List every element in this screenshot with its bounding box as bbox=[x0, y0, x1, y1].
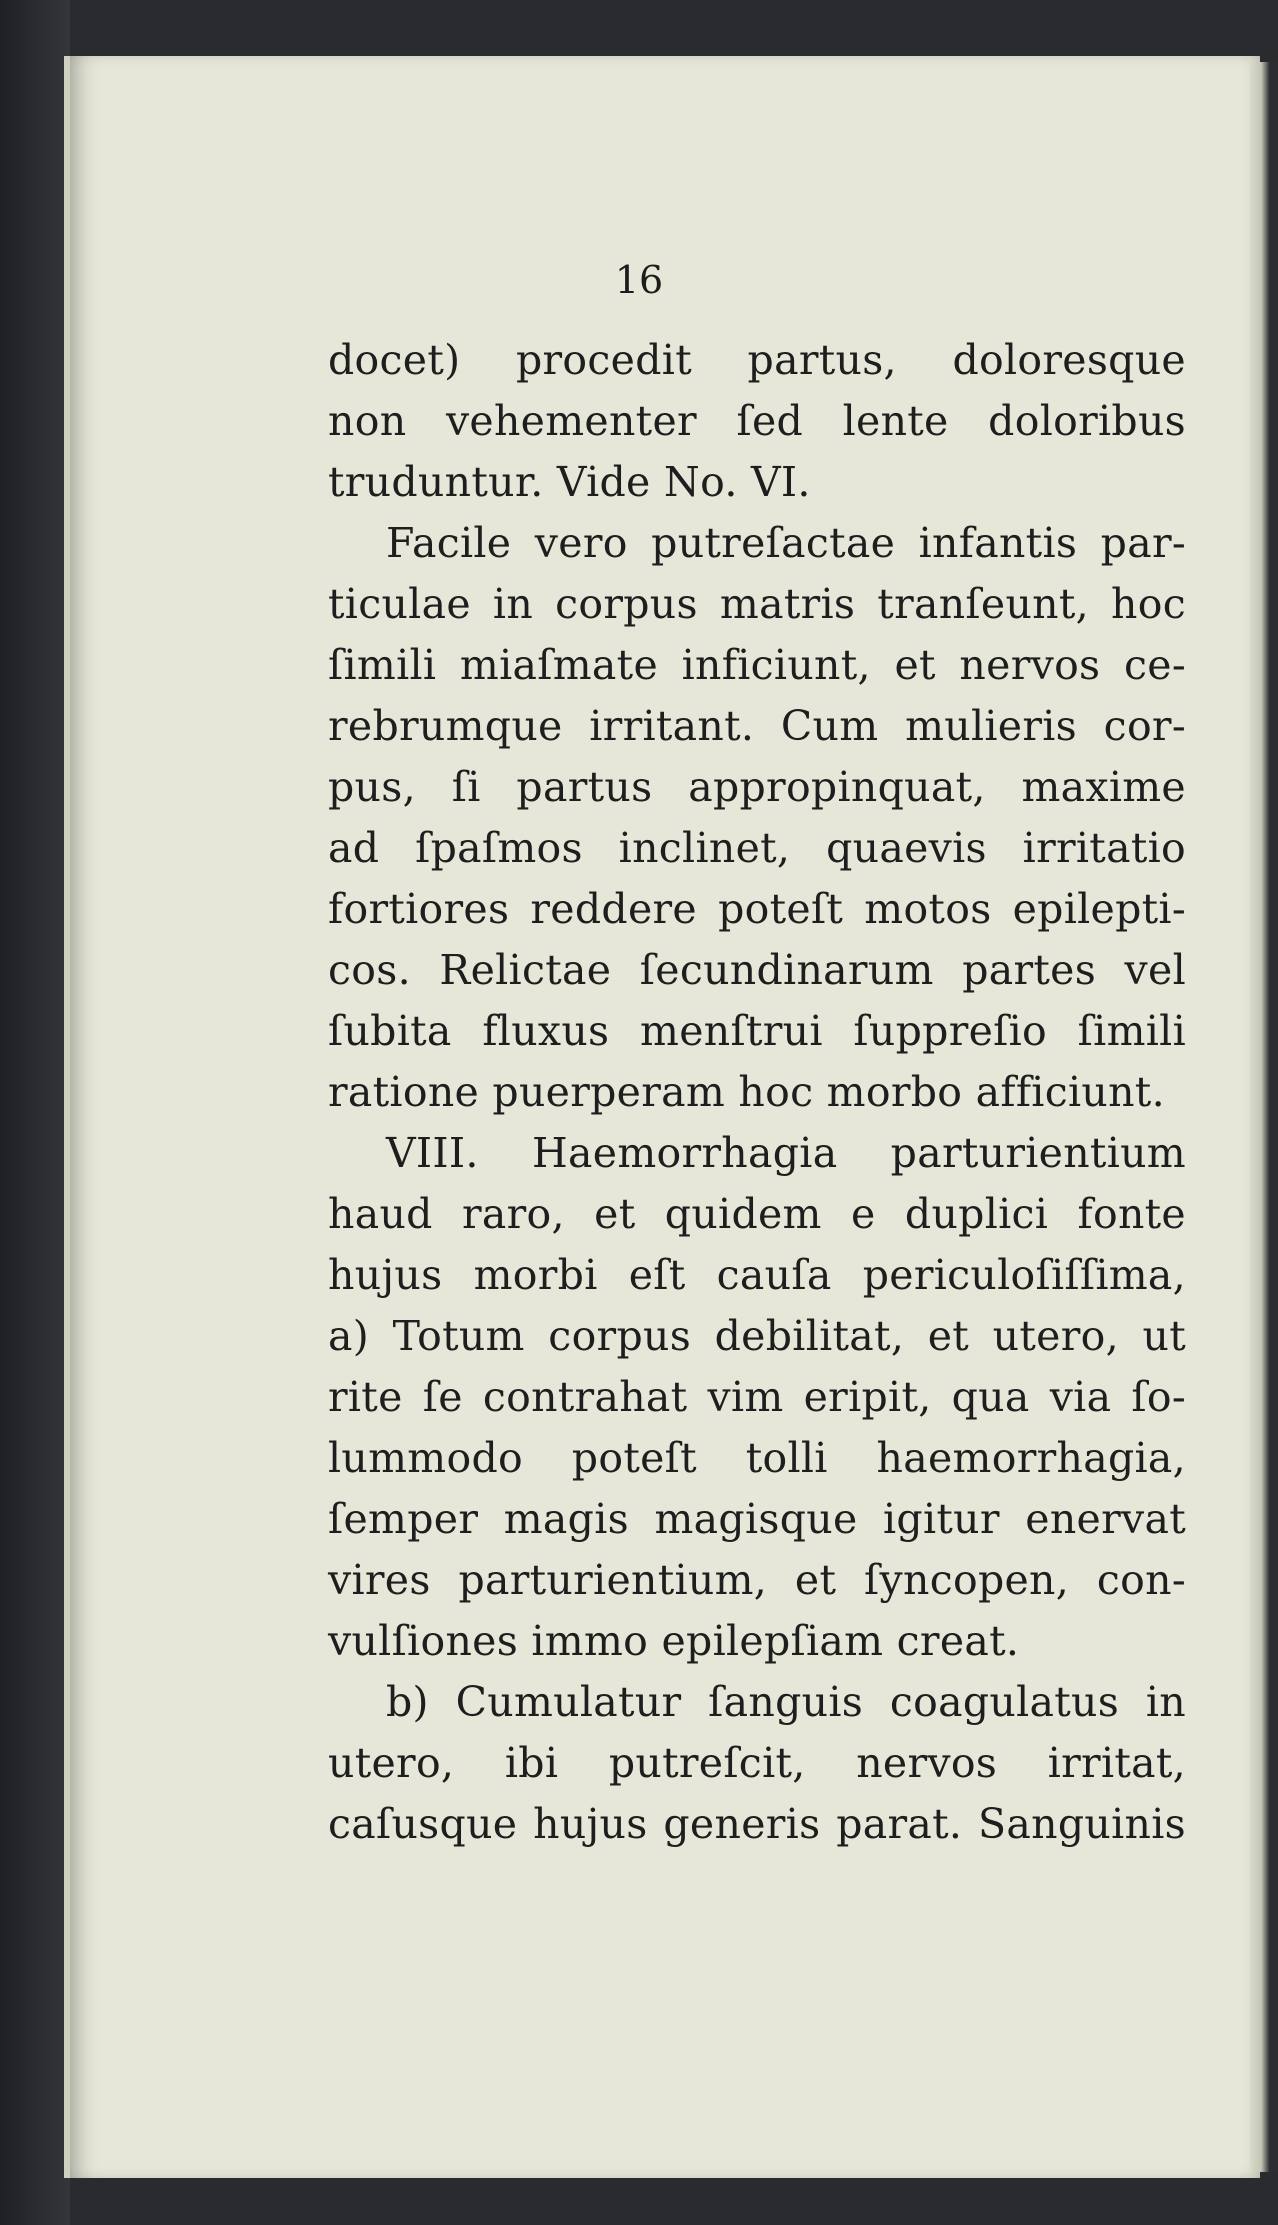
text-line: truduntur. Vide No. VI. bbox=[328, 458, 811, 506]
text-line: ſemper magis magisque igitur enervat bbox=[328, 1495, 1186, 1543]
text-line: Facile vero putreſactae infantis par- bbox=[386, 519, 1186, 567]
text-line: VIII. Haemorrhagia parturientium bbox=[386, 1129, 1186, 1177]
text-line: lummodo poteſt tolli haemorrhagia, bbox=[328, 1434, 1186, 1482]
text-line: fortiores reddere poteſt motos epilepti- bbox=[328, 885, 1186, 933]
text-line: rite ſe contrahat vim eripit, qua via ſo- bbox=[328, 1373, 1186, 1421]
text-line: docet) procedit partus, doloresque bbox=[328, 336, 1186, 384]
text-line: b) Cumulatur ſanguis coagulatus in bbox=[386, 1678, 1186, 1726]
text-line: ad ſpaſmos inclinet, quaevis irritatio bbox=[328, 824, 1186, 872]
page-number: 16 bbox=[614, 258, 664, 302]
text-line: vires parturientium, et ſyncopen, con- bbox=[328, 1556, 1186, 1604]
text-line: a) Totum corpus debilitat, et utero, ut bbox=[328, 1312, 1186, 1360]
scan-background-left bbox=[0, 0, 70, 2225]
text-line: ratione puerperam hoc morbo afficiunt. bbox=[328, 1068, 1165, 1116]
text-line: cos. Relictae ſecundinarum partes vel bbox=[328, 946, 1186, 994]
text-line: non vehementer ſed lente doloribus bbox=[328, 397, 1186, 445]
text-line: ſubita fluxus menſtrui ſuppreſio ſimili bbox=[328, 1007, 1186, 1055]
text-line: ticulae in corpus matris tranſeunt, hoc bbox=[328, 580, 1186, 628]
text-line: vulſiones immo epilepſiam creat. bbox=[328, 1617, 1020, 1665]
text-line: haud raro, et quidem e duplici fonte bbox=[328, 1190, 1186, 1238]
text-line: rebrumque irritant. Cum mulieris cor- bbox=[328, 702, 1186, 750]
text-line: hujus morbi eſt cauſa periculoſiſſima, bbox=[328, 1251, 1186, 1299]
body-text bbox=[328, 330, 1186, 1855]
text-line: ſimili miaſmate inficiunt, et nervos ce- bbox=[328, 641, 1186, 689]
page-edge-right bbox=[1250, 62, 1278, 2172]
text-line: utero, ibi putreſcit, nervos irritat, bbox=[328, 1739, 1186, 1787]
text-line: caſusque hujus generis parat. Sanguinis bbox=[328, 1800, 1186, 1848]
text-line: pus, ſi partus appropinquat, maxime bbox=[328, 763, 1186, 811]
